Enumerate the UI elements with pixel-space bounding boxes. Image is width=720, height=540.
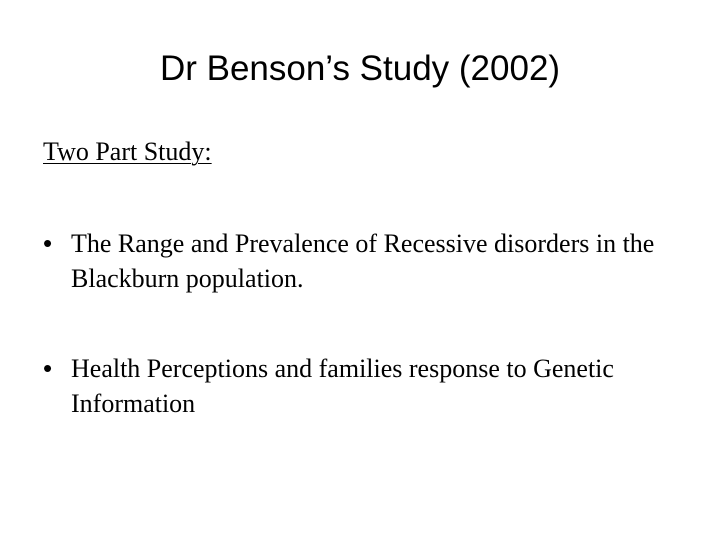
slide-title: Dr Benson’s Study (2002) [159,49,561,88]
subheading: Two Part Study: [43,137,212,166]
bullet-dot-icon: • [43,228,53,258]
bullet-text: The Range and Prevalence of Recessive disorders in the Blackburn population. [71,229,655,293]
bullet-text: Health Perceptions and families response to Genetic Information [71,354,614,418]
bullet-item [43,351,693,421]
bullet-list [43,226,693,476]
bullet-dot-icon: • [43,353,53,383]
bullet-item [43,226,693,296]
